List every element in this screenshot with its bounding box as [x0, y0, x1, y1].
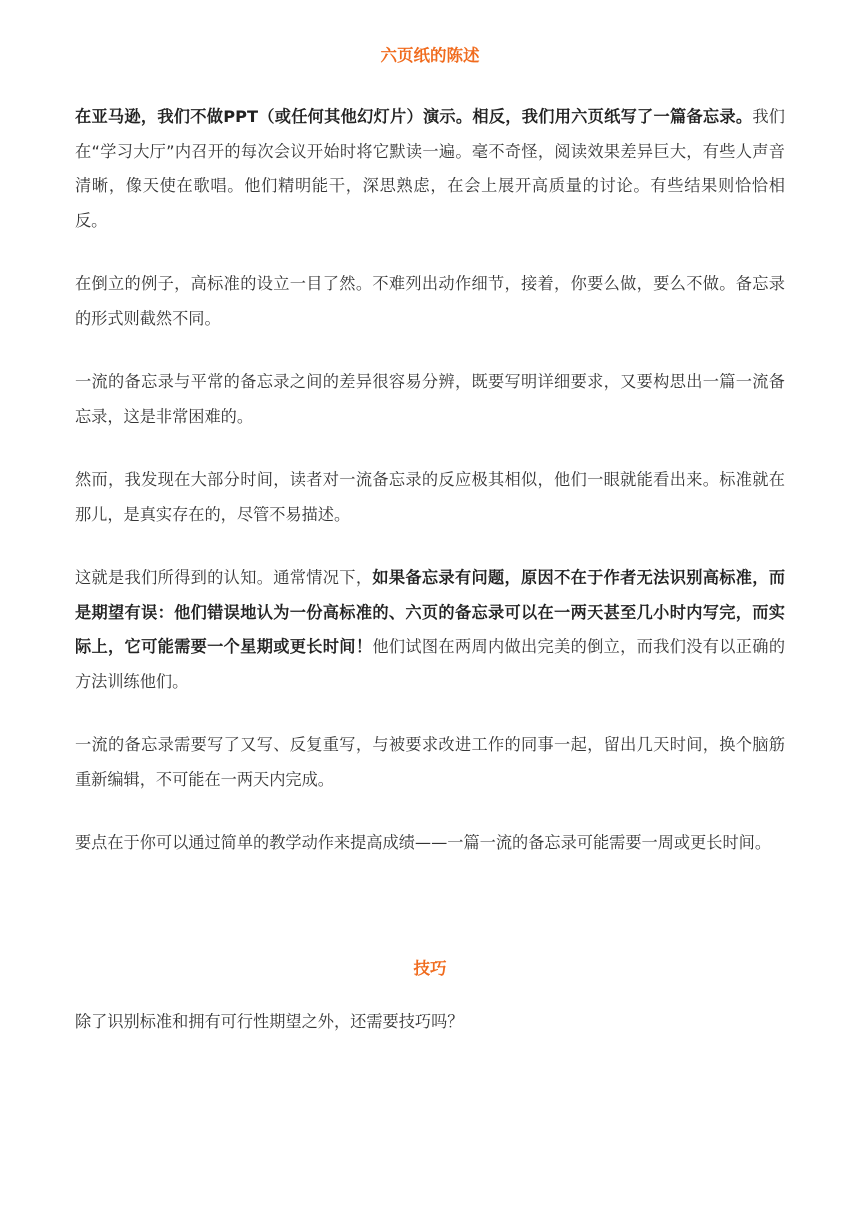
- paragraph-5-pre: 这就是我们所得到的认知。通常情况下，: [75, 568, 373, 587]
- paragraph-7: 要点在于你可以通过简单的教学动作来提高成绩——一篇一流的备忘录可能需要一周或更长时间。: [75, 833, 772, 852]
- paragraph-4: 然而，我发现在大部分时间，读者对一流备忘录的反应极其相似，他们一眼就能看出来。标准就在那儿，是真实存在的，尽管不易描述。: [75, 470, 785, 524]
- paragraph-1-bold: 在亚马逊，我们不做PPT（或任何其他幻灯片）演示。相反，我们用六页纸写了一篇备忘录。: [75, 107, 753, 126]
- paragraph-5: [75, 561, 785, 699]
- paragraph-2: 在倒立的例子，高标准的设立一目了然。不难列出动作细节，接着，你要么做，要么不做。备忘录的形式则截然不同。: [75, 274, 785, 328]
- paragraph-1: [75, 100, 785, 238]
- section-title-six-page-memo: 六页纸的陈述: [380, 46, 480, 65]
- document-page: [75, 0, 785, 1039]
- paragraph-3: 一流的备忘录与平常的备忘录之间的差异很容易分辨，既要写明详细要求，又要构思出一篇一流备忘录，这是非常困难的。: [75, 372, 785, 426]
- paragraph-8: 除了识别标准和拥有可行性期望之外，还需要技巧吗？: [75, 1011, 464, 1031]
- paragraph-1-text: 我们在“学习大厅”内召开的每次会议开始时将它默读一遍。毫不奇怪，阅读效果差异巨大，有些人声音清晰，像天使在歌唱。他们精明能干，深思熟虑，在会上展开高质量的讨论。有些结果则恰恰相反。: [75, 107, 785, 230]
- paragraph-5-post: 他们试图在两周内做出完美的倒立，而我们没有以正确的方法训练他们。: [75, 637, 786, 691]
- paragraph-5-bold: 如果备忘录有问题，原因不在于作者无法识别高标准，而是期望有误：他们错误地认为一份高标准的、六页的备忘录可以在一两天甚至几小时内写完，而实际上，它可能需要一个星期或更长时间！: [75, 568, 786, 656]
- section-title-skills: 技巧: [413, 958, 447, 978]
- paragraph-6: 一流的备忘录需要写了又写、反复重写，与被要求改进工作的同事一起，留出几天时间，换个脑筋重新编辑，不可能在一两天内完成。: [75, 735, 785, 789]
